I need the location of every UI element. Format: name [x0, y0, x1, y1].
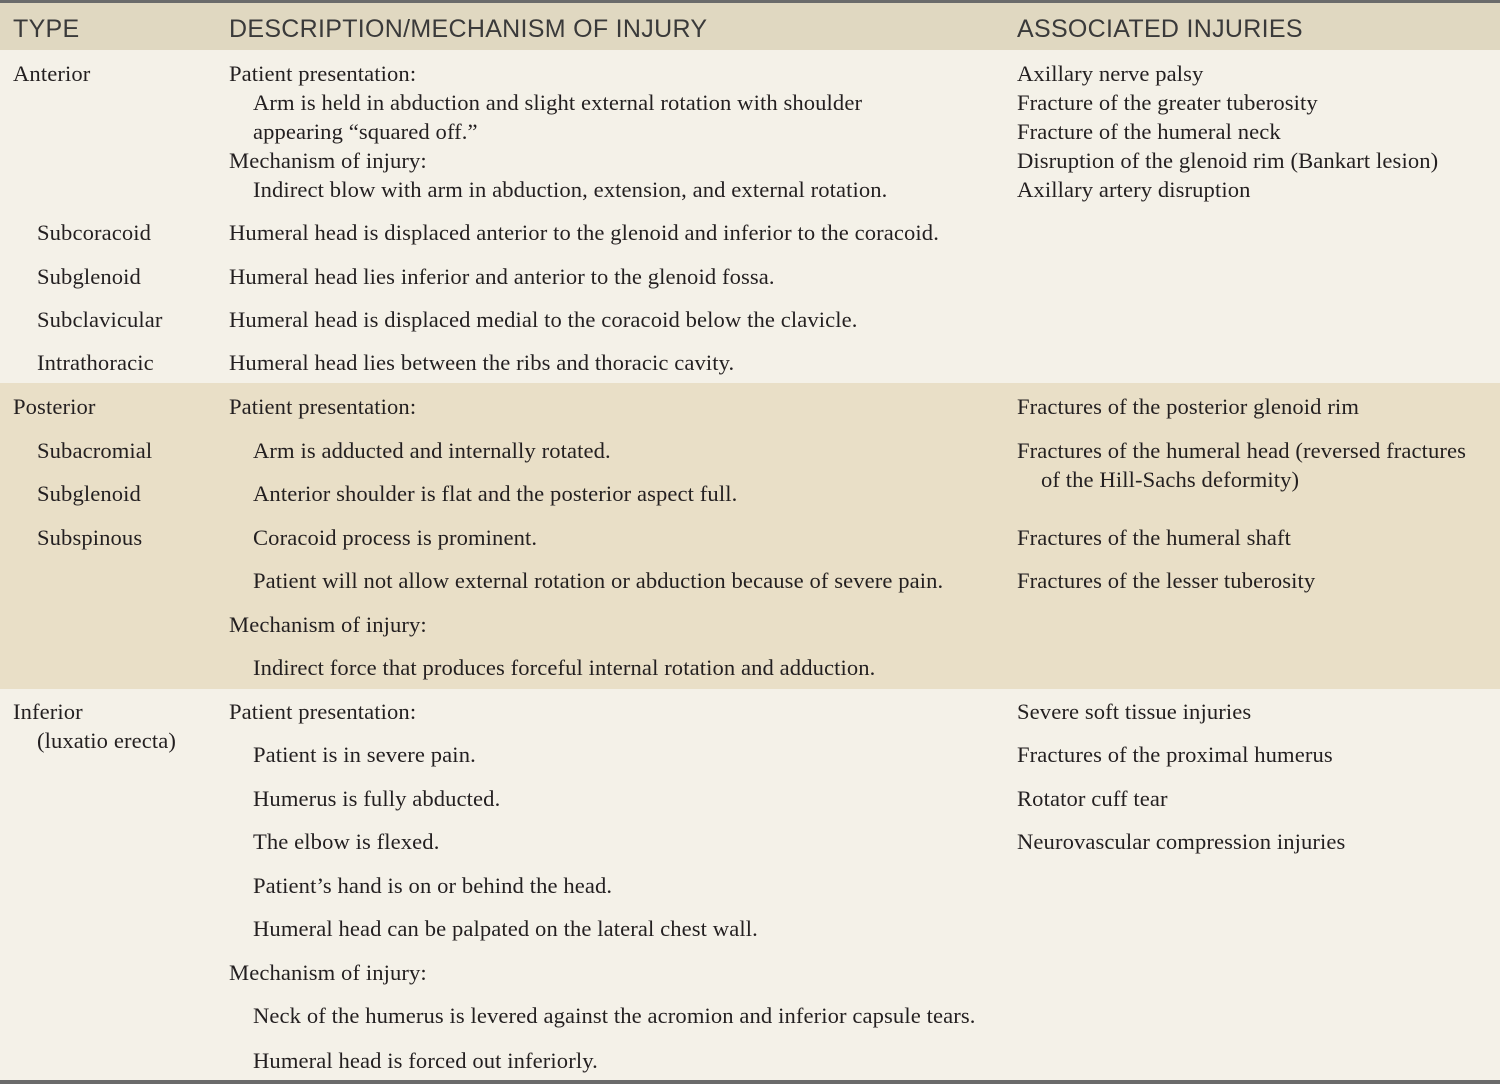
- associated-injury: Axillary nerve palsy: [1017, 61, 1204, 86]
- associated-injury: Disruption of the glenoid rim (Bankart lesion): [1017, 148, 1439, 173]
- associated-injury: Fractures of the lesser tuberosity: [1017, 568, 1316, 593]
- subtype-subclavicular: Subclavicular: [37, 307, 163, 332]
- description-line: Mechanism of injury:: [229, 612, 427, 637]
- row-posterior: [0, 383, 1500, 689]
- associated-injury: Fracture of the humeral neck: [1017, 119, 1281, 144]
- associated-injury: Severe soft tissue injuries: [1017, 699, 1252, 724]
- description-line: The elbow is flexed.: [253, 829, 440, 854]
- associated-injury: Fractures of the posterior glenoid rim: [1017, 394, 1359, 419]
- subtype-subglenoid: Subglenoid: [37, 481, 141, 506]
- description-line: Arm is held in abduction and slight external rotation with shoulder: [253, 90, 863, 115]
- description-line: Mechanism of injury:: [229, 960, 427, 985]
- subtype-subspinous: Subspinous: [37, 525, 143, 550]
- associated-injury: of the Hill-Sachs deformity): [1041, 467, 1300, 492]
- subtype-subcoracoid: Subcoracoid: [37, 220, 152, 245]
- subtype-description: Humeral head is displaced anterior to the glenoid and inferior to the coracoid.: [229, 220, 939, 245]
- subtype-description: Humeral head is displaced medial to the coracoid below the clavicle.: [229, 307, 858, 332]
- subtype-subacromial: Subacromial: [37, 438, 153, 463]
- associated-injury: Fracture of the greater tuberosity: [1017, 90, 1318, 115]
- description-line: Anterior shoulder is flat and the posterior aspect full.: [253, 481, 738, 506]
- subtype-description: Humeral head lies between the ribs and thoracic cavity.: [229, 350, 735, 375]
- description-line: Humeral head is forced out inferiorly.: [253, 1048, 598, 1073]
- header-type: TYPE: [13, 15, 80, 43]
- description-line: Arm is adducted and internally rotated.: [253, 438, 611, 463]
- type-inferior-note: (luxatio erecta): [37, 728, 176, 753]
- header-description: DESCRIPTION/MECHANISM OF INJURY: [229, 15, 708, 43]
- description-line: Patient will not allow external rotation or abduction because of severe pain.: [253, 568, 944, 593]
- type-anterior: Anterior: [13, 61, 91, 86]
- subtype-intrathoracic: Intrathoracic: [37, 350, 154, 375]
- description-line: Patient presentation:: [229, 394, 417, 419]
- description-line: Humerus is fully abducted.: [253, 786, 501, 811]
- associated-injury: Neurovascular compression injuries: [1017, 829, 1346, 854]
- description-line: Patient presentation:: [229, 61, 417, 86]
- associated-injury: Rotator cuff tear: [1017, 786, 1168, 811]
- header-associated-injuries: ASSOCIATED INJURIES: [1017, 15, 1303, 43]
- associated-injury: Fractures of the proximal humerus: [1017, 742, 1333, 767]
- description-line: Coracoid process is prominent.: [253, 525, 538, 550]
- associated-injury: Fractures of the humeral shaft: [1017, 525, 1292, 550]
- description-line: appearing “squared off.”: [253, 119, 478, 144]
- associated-injury: Fractures of the humeral head (reversed fractures: [1017, 438, 1467, 463]
- description-line: Neck of the humerus is levered against the acromion and inferior capsule tears.: [253, 1003, 976, 1028]
- type-inferior: Inferior: [13, 699, 83, 724]
- description-line: Patient’s hand is on or behind the head.: [253, 873, 613, 898]
- description-line: Indirect blow with arm in abduction, extension, and external rotation.: [253, 177, 888, 202]
- subtype-subglenoid: Subglenoid: [37, 264, 141, 289]
- row-inferior: [0, 689, 1500, 1080]
- description-line: Patient is in severe pain.: [253, 742, 476, 767]
- description-line: Patient presentation:: [229, 699, 417, 724]
- description-line: Indirect force that produces forceful internal rotation and adduction.: [253, 655, 876, 680]
- type-posterior: Posterior: [13, 394, 96, 419]
- subtype-description: Humeral head lies inferior and anterior to the glenoid fossa.: [229, 264, 775, 289]
- associated-injury: Axillary artery disruption: [1017, 177, 1251, 202]
- row-anterior: [0, 50, 1500, 383]
- description-line: Mechanism of injury:: [229, 148, 427, 173]
- description-line: Humeral head can be palpated on the lateral chest wall.: [253, 916, 758, 941]
- table-header-row: [0, 3, 1500, 50]
- table-bottom-rule: [0, 1080, 1500, 1084]
